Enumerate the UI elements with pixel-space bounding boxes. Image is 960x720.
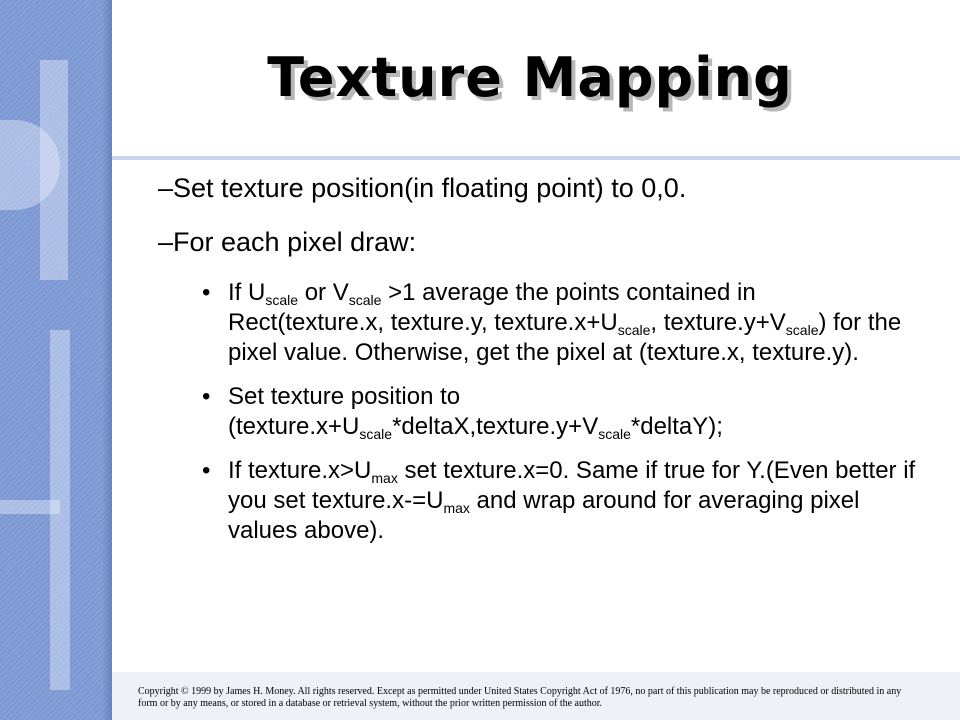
bullet-level1: –Set texture position(in floating point) to 0,0. [158, 173, 687, 203]
bullet-text: ) for the pixel value. Otherwise, get the pixel at (texture.x, texture.y). [228, 309, 902, 366]
bullet-text: >1 average the points contained in Rect(texture.x, texture.y, texture.x+U [228, 279, 756, 336]
subscript: scale [598, 426, 631, 442]
bullet-level2 [202, 278, 918, 368]
copyright-footer: Copyright © 1999 by James H. Money. All rights reserved. Except as permitted under United States Copyright Act of 1976, no part of this publication may be reproduced or distributed in any form or by any means, or stored in a database or retrieval system, without the prior written permission of the author. [138, 686, 902, 709]
slide-title: Texture Mapping [267, 46, 793, 109]
bullet-text: , texture.y+V [650, 309, 786, 336]
subscript: scale [785, 322, 819, 338]
subscript: scale [617, 322, 651, 338]
bullet-text: or V [298, 279, 349, 306]
subscript: scale [359, 426, 393, 442]
subscript: scale [265, 292, 299, 308]
bullet-level2 [202, 456, 918, 546]
bullet-level1: –For each pixel draw: [158, 227, 417, 257]
strip-decor-shape [0, 500, 60, 514]
subscript: scale [348, 292, 382, 308]
bullet-marker: • [202, 279, 211, 306]
bullet-text: If U [228, 279, 266, 306]
bullet-text: *deltaX,texture.y+V [392, 413, 599, 440]
slide-content [158, 170, 918, 560]
bullet-text: Set texture position to (texture.x+U [228, 383, 461, 440]
bullet-text: and wrap around for averaging pixel values above). [228, 487, 860, 544]
title-divider [112, 156, 960, 160]
subscript: max [371, 470, 398, 486]
subscript: max [443, 500, 470, 516]
strip-shade [102, 0, 112, 720]
bullet-marker: • [202, 457, 211, 484]
decorative-side-strip [0, 0, 112, 720]
bullet-text: set texture.x=0. Same if true for Y.(Even better if you set texture.x-=U [228, 457, 916, 514]
bullet-marker: • [202, 383, 211, 410]
bullet-text: *deltaY); [630, 413, 723, 440]
bullet-text: If texture.x>U [228, 457, 372, 484]
bullet-level2 [202, 382, 918, 442]
